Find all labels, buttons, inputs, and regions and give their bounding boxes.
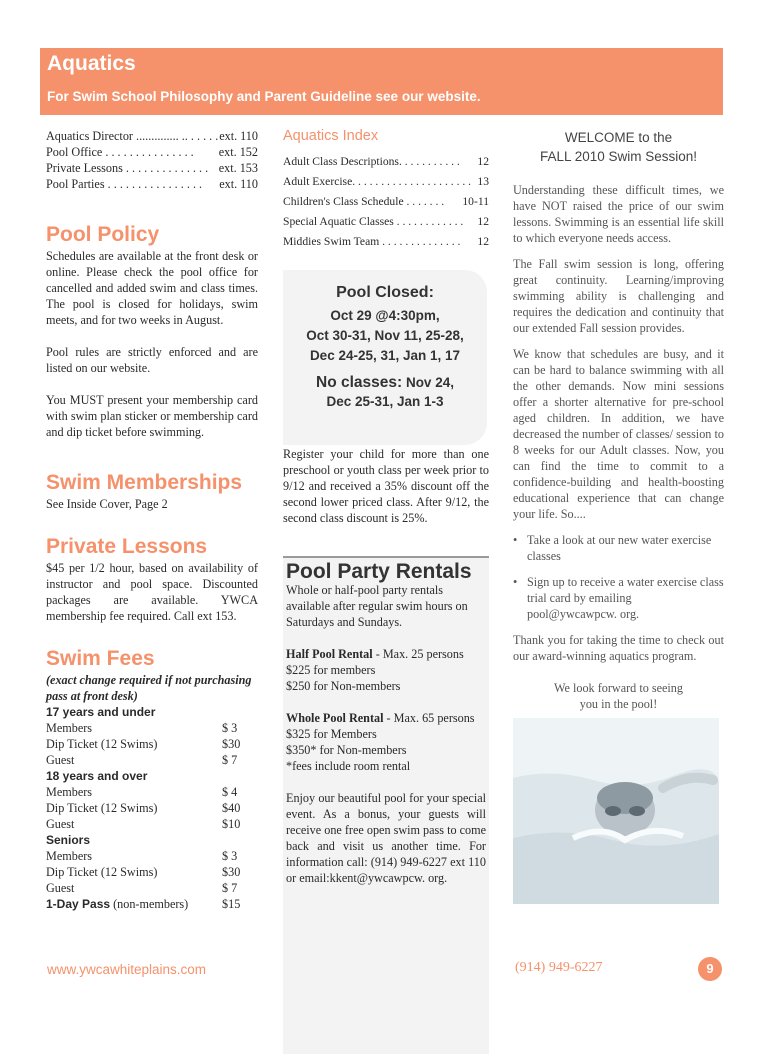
pool-policy-heading: Pool Policy (46, 223, 160, 246)
membership-card-text: You MUST present your membership card with swim plan sticker or membership card and dip ticket before swimming. (46, 393, 258, 439)
website-link[interactable]: www.ywcawhiteplains.com (47, 962, 207, 977)
bullet-item: • Take a look at our new water exercise classes (513, 533, 712, 563)
fees-group-title: 18 years and over (46, 769, 148, 783)
directory-row: Pool Office . . . . . . . . . . . . . . . ext. 152 (46, 145, 258, 159)
fees-row: Guest $10 (46, 817, 241, 831)
swim-memberships-heading: Swim Memberships (46, 471, 243, 494)
private-lessons-heading: Private Lessons (46, 535, 208, 558)
half-pool-rental: Half Pool Rental - Max. 25 persons (286, 647, 464, 661)
register-discount-text: Register your child for more than one preschool or youth class per week prior to 9/12 and received a 35% discount off the second lower priced class. After 9/12, the second class discount is 25%. (283, 447, 489, 525)
closed-dates-line: Oct 29 @4:30pm, (330, 308, 440, 323)
thanks-text: Thank you for taking the time to check out our award-winning aquatics program. (513, 633, 724, 663)
directory-list (46, 128, 258, 192)
fees-row: Members $ 4 (46, 785, 238, 799)
index-row: Special Aquatic Classes . . . . . . . . . . . . 12 (283, 215, 489, 228)
fees-row: Dip Ticket (12 Swims) $40 (46, 801, 241, 815)
whole-pool-price: $325 for Members (286, 727, 377, 741)
half-pool-price: $225 for members (286, 663, 376, 677)
pool-closed-title: Pool Closed: (336, 284, 434, 301)
pool-party-title: Pool Party Rentals (286, 560, 472, 583)
no-classes-dates: Dec 25-31, Jan 1-3 (326, 394, 444, 409)
welcome-paragraph: The Fall swim session is long, offering great continuity. Learning/improving swimming ability is challenging and requires the dedication and continuity that our extended Fall session provides. (513, 257, 724, 335)
whole-pool-price: $350* for Non-members (286, 743, 407, 757)
swim-fees-note: (exact change required if not purchasing pass at front desk) (46, 673, 252, 703)
pool-rules-text: Pool rules are strictly enforced and are listed on our website. (46, 345, 258, 375)
index-row: Children's Class Schedule . . . . . . . 10-11 (283, 195, 489, 208)
welcome-heading: WELCOME to the FALL 2010 Swim Session! (539, 130, 698, 164)
welcome-paragraph: Understanding these difficult times, we have NOT raised the price of our swim lessons. Swimming is an essential life skill to which everyone needs access. (513, 183, 724, 245)
right-column (513, 128, 724, 908)
private-lessons-text: $45 per 1/2 hour, based on availability of instructor and pool space. Discounted packages are available. YWCA membership fee required. Call ext 153. (46, 561, 258, 623)
header-banner (40, 48, 723, 115)
fees-row: Members $ 3 (46, 849, 238, 863)
left-column (46, 128, 258, 912)
welcome-closing: We look forward to seeing you in the pool! (554, 681, 683, 711)
welcome-paragraph: We know that schedules are busy, and it can be hard to balance swimming with all the other demands. Now mini sessions offer a shorter alternative for pre-school aged children. In addition, we have decreased the number of classes/ session to 8 weeks for our Adult classes. Now, you can find the time to commit to a confidence-building and health-boosting educational experience that can change your life. So.... (513, 347, 724, 521)
closed-dates-line: Oct 30-31, Nov 11, 25-28, (306, 328, 464, 343)
directory-row: Pool Parties . . . . . . . . . . . . . . . . ext. 110 (46, 177, 258, 191)
bullet-item: • Sign up to receive a water exercise class trial card by emailing pool@ywcawpcw. org. (513, 575, 724, 621)
pool-policy-text: Schedules are available at the front desk or online. Please check the pool office for cancelled and added swim and class times. The pool is closed for holidays, swim meets, and for two weeks in August. (46, 249, 258, 327)
pool-party-box (283, 556, 489, 1054)
fees-group-title: 17 years and under (46, 705, 156, 719)
swimmer-photo (513, 718, 719, 904)
page-title: Aquatics (47, 52, 136, 75)
closed-dates-line: Dec 24-25, 31, Jan 1, 17 (309, 348, 461, 363)
index-row: Adult Class Descriptions. . . . . . . . . . . 12 (283, 155, 489, 168)
footer-phone: (914) 949-6227 (515, 960, 603, 975)
fees-group-title: Seniors (46, 833, 91, 847)
fees-row: Dip Ticket (12 Swims) $30 (46, 737, 241, 751)
half-pool-price: $250 for Non-members (286, 679, 401, 693)
directory-row: Private Lessons . . . . . . . . . . . . . . ext. 153 (46, 161, 258, 175)
day-pass-row: 1-Day Pass (non-members) $15 (46, 897, 241, 911)
directory-row: Aquatics Director .............. .. . . . . . ext. 110 (46, 129, 258, 143)
memberships-text: See Inside Cover, Page 2 (46, 497, 168, 511)
index-row: Adult Exercise. . . . . . . . . . . . . . . . . . . . . 13 (283, 175, 489, 188)
swim-fees-heading: Swim Fees (46, 647, 155, 670)
banner-subtitle: For Swim School Philosophy and Parent Guideline see our website. (47, 89, 481, 104)
page-number-badge: 9 (698, 957, 722, 981)
pool-closed-box (283, 270, 487, 445)
pool-party-closing: Enjoy our beautiful pool for your special event. As a bonus, your guests will receive one free open swim pass to come back and visit us another time. For information call: (914) 949-6227 ext 110 or email:kkent@ywcawpcw. org. (286, 791, 486, 885)
fees-row: Dip Ticket (12 Swims) $30 (46, 865, 241, 879)
fees-row: Guest $ 7 (46, 881, 238, 895)
whole-pool-rental: Whole Pool Rental - Max. 65 persons (286, 711, 475, 725)
whole-pool-note: *fees include room rental (286, 759, 411, 773)
middle-column (283, 128, 489, 885)
fees-row: Members $ 3 (46, 721, 238, 735)
index-row: Middies Swim Team . . . . . . . . . . . . . . 12 (283, 235, 489, 248)
fees-row: Guest $ 7 (46, 753, 238, 767)
no-classes-line: No classes: Nov 24, (316, 374, 454, 391)
pool-party-intro: Whole or half-pool party rentals available after regular swim hours on Saturdays and Sundays. (286, 583, 468, 629)
aquatics-index-title: Aquatics Index (283, 128, 379, 144)
